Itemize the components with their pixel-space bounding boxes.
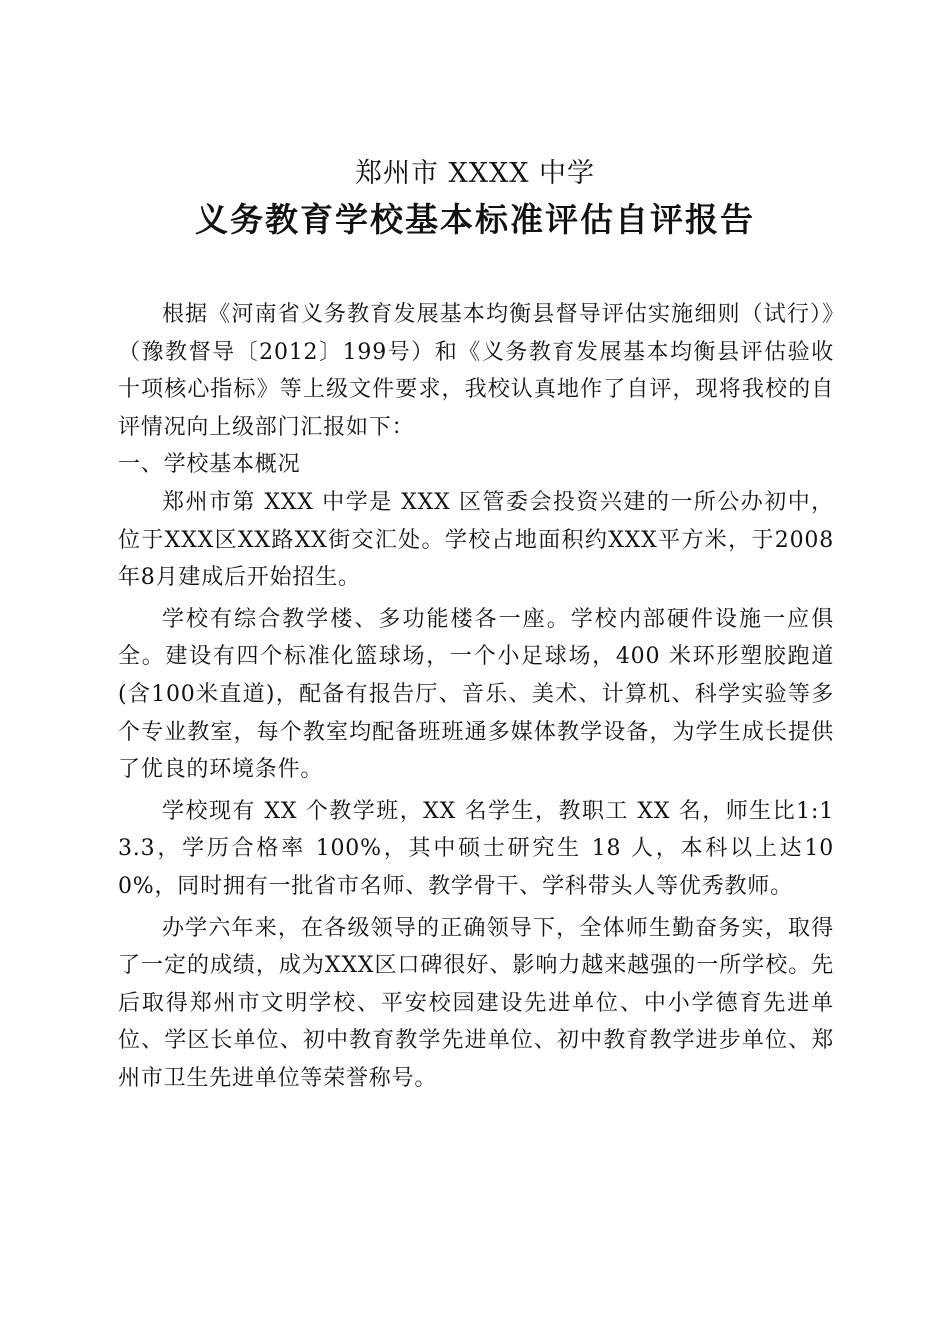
facilities-paragraph: 学校有综合教学楼、多功能楼各一座。学校内部硬件设施一应俱全。建设有四个标准化篮球场，一个小足球场，400 米环形塑胶跑道(含100米直道)，配备有报告厅、音乐、美术、计算机、科学实验等多个专业教室，每个教室均配备班班通多媒体教学设备，为学生成长提供了优良的环境条件。 <box>118 606 834 783</box>
section-heading: 一、学校基本概况 <box>118 452 301 478</box>
intro-paragraph: 根据《河南省义务教育发展基本均衡县督导评估实施细则（试行）》（豫教督导〔2012〕199号）和《义务教育发展基本均衡县评估验收十项核心指标》等上级文件要求，我校认真地作了自评，现将我校的自评情况向上级部门汇报如下： <box>118 302 834 440</box>
document-title: 义务教育学校基本标准评估自评报告 <box>195 200 755 239</box>
overview-paragraph: 郑州市第 XXX 中学是 XXX 区管委会投资兴建的一所公办初中，位于XXX区XX路XX街交汇处。学校占地面积约XXX平方米，于2008年8月建成后开始招生。 <box>118 489 834 591</box>
achievements-paragraph: 办学六年来，在各级领导的正确领导下，全体师生勤奋务实，取得了一定的成绩，成为XXX区口碑很好、影响力越来越强的一所学校。先后取得郑州市文明学校、平安校园建设先进单位、中小学德育先进单位、学区长单位、初中教育教学先进单位、初中教育教学进步单位、郑州市卫生先进单位等荣誉称号。 <box>118 915 834 1091</box>
school-name: 郑州市 XXXX 中学 <box>354 158 596 189</box>
staff-paragraph: 学校现有 XX 个教学班，XX 名学生，教职工 XX 名，师生比1:13.3，学历合格率 100%，其中硕士研究生 18 人，本科以上达100%，同时拥有一批省市名师、教学骨干、学科带头人等优秀教师。 <box>118 798 834 899</box>
document-body <box>118 296 834 1097</box>
